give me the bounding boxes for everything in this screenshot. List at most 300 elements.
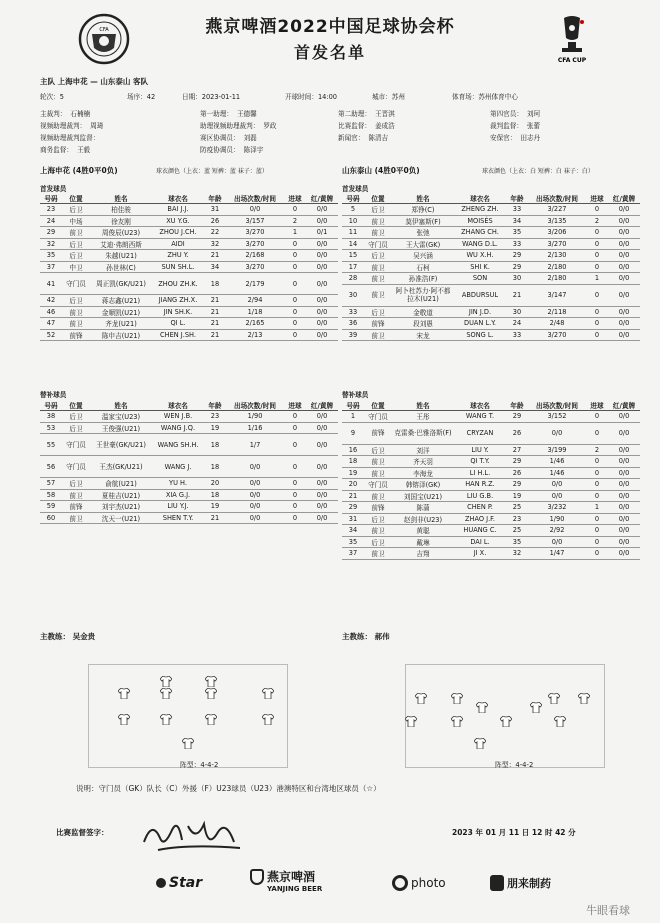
table-cell: 0 bbox=[284, 501, 306, 513]
table-cell: 0 bbox=[586, 318, 608, 330]
table-cell: 5 bbox=[342, 204, 364, 216]
table-cell: 26 bbox=[204, 215, 226, 227]
table-cell: 0 bbox=[586, 467, 608, 479]
table-cell: 前卫 bbox=[62, 489, 90, 501]
table-cell: 中场 bbox=[62, 215, 90, 227]
player-shirt-icon bbox=[205, 676, 217, 687]
table-row bbox=[342, 250, 640, 262]
table-cell: 前卫 bbox=[364, 490, 392, 502]
table-cell: 前卫 bbox=[364, 284, 392, 306]
table-cell: 3/227 bbox=[528, 204, 586, 216]
table-cell: 25 bbox=[506, 502, 528, 514]
table-row bbox=[342, 318, 640, 330]
player-shirt-icon bbox=[548, 693, 560, 704]
column-header: 姓名 bbox=[392, 193, 454, 204]
table-cell: 0 bbox=[586, 411, 608, 423]
table-cell: 中卫 bbox=[62, 261, 90, 273]
table-cell: 前卫 bbox=[364, 548, 392, 560]
table-cell: 前卫 bbox=[364, 525, 392, 537]
yanjing-crest-icon bbox=[250, 869, 264, 885]
table-cell: 53 bbox=[40, 422, 62, 434]
meta-date: 日期：2023-01-11 bbox=[182, 93, 241, 101]
table-cell: 17 bbox=[342, 261, 364, 273]
table-cell: 齐天羽 bbox=[392, 456, 454, 468]
official-entry: 视频助理裁判： 周琦 bbox=[40, 122, 104, 130]
table-cell: 2/165 bbox=[226, 318, 284, 330]
table-cell: 0 bbox=[586, 422, 608, 444]
table-cell: 1 bbox=[586, 273, 608, 285]
meta-city: 城市：苏州 bbox=[372, 93, 405, 101]
table-cell: WANG J.Q. bbox=[152, 422, 204, 434]
table-cell: 0/0 bbox=[306, 306, 338, 318]
table-cell: 0 bbox=[284, 456, 306, 478]
table-cell: 0 bbox=[586, 329, 608, 341]
table-cell: 36 bbox=[342, 318, 364, 330]
table-cell: 克雷桑·巴雅洛斯(F) bbox=[392, 422, 454, 444]
table-row bbox=[342, 261, 640, 273]
star-ball-icon bbox=[156, 878, 166, 888]
official-entry: 主裁判： 石楠楠 bbox=[40, 110, 91, 118]
table-cell: 29 bbox=[40, 227, 62, 239]
table-cell: LIU Y.J. bbox=[152, 501, 204, 513]
table-cell: 0/0 bbox=[306, 318, 338, 330]
away-coach: 主教练： 郝伟 bbox=[342, 632, 390, 641]
table-cell: 0/0 bbox=[608, 479, 640, 491]
column-header: 姓名 bbox=[392, 400, 454, 411]
table-row bbox=[342, 329, 640, 341]
column-header: 红/黄牌 bbox=[608, 400, 640, 411]
table-cell: ABDURSUL bbox=[454, 284, 506, 306]
column-header: 位置 bbox=[364, 193, 392, 204]
table-cell: 0 bbox=[284, 295, 306, 307]
table-cell: 徐友刚 bbox=[90, 215, 152, 227]
table-cell: 0/0 bbox=[528, 422, 586, 444]
table-cell: 56 bbox=[40, 456, 62, 478]
table-cell: 3/270 bbox=[226, 261, 284, 273]
supervisor-signature bbox=[138, 812, 248, 856]
table-header-row bbox=[40, 400, 338, 411]
table-cell: 32 bbox=[506, 548, 528, 560]
table-cell: 25 bbox=[506, 525, 528, 537]
table-cell: 23 bbox=[40, 204, 62, 216]
table-cell: 前卫 bbox=[62, 512, 90, 524]
table-cell: 1/46 bbox=[528, 467, 586, 479]
meta-round: 轮次：5 bbox=[40, 93, 64, 101]
table-cell: 0 bbox=[586, 490, 608, 502]
table-row bbox=[342, 238, 640, 250]
table-cell: 29 bbox=[506, 250, 528, 262]
table-cell: 0/0 bbox=[306, 273, 338, 295]
player-shirt-icon bbox=[118, 688, 130, 699]
table-cell: 阿卜杜苏力·阿不都拉木(U21) bbox=[392, 284, 454, 306]
table-row bbox=[342, 525, 640, 537]
table-cell: JIN SH.K. bbox=[152, 306, 204, 318]
table-cell: 57 bbox=[40, 478, 62, 490]
column-header: 号码 bbox=[342, 193, 364, 204]
table-cell: 1 bbox=[586, 502, 608, 514]
table-cell: 0 bbox=[284, 422, 306, 434]
official-entry: 第二助理： 王晋淇 bbox=[338, 110, 395, 118]
table-cell: 22 bbox=[204, 227, 226, 239]
table-cell: BAI J.J. bbox=[152, 204, 204, 216]
table-cell: 朱越(U21) bbox=[90, 250, 152, 262]
table-cell: ZHU Y. bbox=[152, 250, 204, 262]
table-cell: 前卫 bbox=[364, 456, 392, 468]
table-cell: 0/0 bbox=[608, 467, 640, 479]
player-shirt-icon bbox=[500, 716, 512, 727]
player-shirt-icon bbox=[405, 716, 417, 727]
table-cell: 1 bbox=[284, 227, 306, 239]
cfa-cup-logo-icon bbox=[550, 12, 594, 68]
table-cell: 0/0 bbox=[306, 250, 338, 262]
table-cell: WANG J. bbox=[152, 456, 204, 478]
table-cell: 前锋 bbox=[62, 329, 90, 341]
table-cell: 陈蒲 bbox=[392, 502, 454, 514]
table-row bbox=[342, 422, 640, 444]
table-row bbox=[40, 422, 338, 434]
table-cell: XIA G.J. bbox=[152, 489, 204, 501]
table-cell: 金敬道 bbox=[392, 306, 454, 318]
table-cell: 前锋 bbox=[364, 502, 392, 514]
table-cell: 0 bbox=[284, 489, 306, 501]
table-cell: 0/0 bbox=[608, 306, 640, 318]
table-row bbox=[342, 227, 640, 239]
player-shirt-icon bbox=[476, 702, 488, 713]
table-cell: 0/0 bbox=[306, 478, 338, 490]
table-cell: 18 bbox=[204, 434, 226, 456]
table-cell: 0/0 bbox=[226, 512, 284, 524]
table-cell: 0 bbox=[586, 513, 608, 525]
table-cell: 0/0 bbox=[608, 490, 640, 502]
table-cell: 35 bbox=[40, 250, 62, 262]
table-cell: WANG SH.H. bbox=[152, 434, 204, 456]
table-row bbox=[40, 411, 338, 423]
sponsor-yanjing: 燕京啤酒 YANJING BEER bbox=[250, 868, 322, 898]
table-cell: DUAN L.Y. bbox=[454, 318, 506, 330]
table-cell: SHI K. bbox=[454, 261, 506, 273]
player-shirt-icon bbox=[205, 714, 217, 725]
table-cell: ZHAO J.F. bbox=[454, 513, 506, 525]
column-header: 号码 bbox=[40, 193, 62, 204]
table-cell: 0/0 bbox=[608, 422, 640, 444]
table-cell: 3/206 bbox=[528, 227, 586, 239]
table-cell: SHEN T.Y. bbox=[152, 512, 204, 524]
table-row bbox=[342, 467, 640, 479]
table-cell: 2 bbox=[586, 444, 608, 456]
table-cell: 41 bbox=[40, 273, 62, 295]
table-row bbox=[40, 295, 338, 307]
table-cell: 0/1 bbox=[306, 227, 338, 239]
table-cell: 3/270 bbox=[528, 329, 586, 341]
column-header: 号码 bbox=[40, 400, 62, 411]
column-header: 进球 bbox=[284, 400, 306, 411]
column-header: 球衣名 bbox=[152, 400, 204, 411]
table-row bbox=[342, 411, 640, 423]
table-cell: 吉翔 bbox=[392, 548, 454, 560]
home-subs-table bbox=[40, 400, 338, 524]
table-cell: 0/0 bbox=[608, 536, 640, 548]
table-cell: 前锋 bbox=[364, 318, 392, 330]
table-cell: ZHENG ZH. bbox=[454, 204, 506, 216]
table-cell: JIN J.D. bbox=[454, 306, 506, 318]
table-cell: DAI L. bbox=[454, 536, 506, 548]
table-cell: 28 bbox=[342, 273, 364, 285]
table-cell: 3/157 bbox=[226, 215, 284, 227]
home-starting-label: 首发球员 bbox=[40, 185, 67, 193]
table-cell: 戴琳 bbox=[392, 536, 454, 548]
table-row bbox=[40, 434, 338, 456]
table-cell: 39 bbox=[342, 329, 364, 341]
column-header: 位置 bbox=[364, 400, 392, 411]
table-cell: 34 bbox=[342, 525, 364, 537]
table-cell: 21 bbox=[204, 318, 226, 330]
table-row bbox=[342, 284, 640, 306]
table-cell: 0 bbox=[284, 261, 306, 273]
table-cell: 0/0 bbox=[306, 204, 338, 216]
table-cell: 后卫 bbox=[62, 478, 90, 490]
table-cell: 35 bbox=[342, 536, 364, 548]
table-cell: 郑铮(C) bbox=[392, 204, 454, 216]
table-cell: 王世豪(GK/U21) bbox=[90, 434, 152, 456]
table-cell: 30 bbox=[506, 306, 528, 318]
table-row bbox=[342, 513, 640, 525]
table-cell: 0/0 bbox=[608, 318, 640, 330]
table-cell: CHEN J.SH. bbox=[152, 329, 204, 341]
table-cell: 0/0 bbox=[306, 261, 338, 273]
table-cell: 31 bbox=[342, 513, 364, 525]
table-cell: WANG D.L. bbox=[454, 238, 506, 250]
table-cell: 10 bbox=[342, 215, 364, 227]
meta-stadium: 体育场：苏州体育中心 bbox=[452, 93, 518, 101]
column-header: 出场次数/时间 bbox=[528, 400, 586, 411]
table-cell: 0/0 bbox=[608, 227, 640, 239]
table-cell: 0 bbox=[284, 273, 306, 295]
table-cell: 34 bbox=[204, 261, 226, 273]
table-cell: 0/0 bbox=[306, 295, 338, 307]
column-header: 姓名 bbox=[90, 400, 152, 411]
table-cell: 后卫 bbox=[364, 250, 392, 262]
table-cell: 18 bbox=[204, 456, 226, 478]
sponsor-photo: photo bbox=[392, 868, 446, 898]
table-cell: 夏桂吉(U21) bbox=[90, 489, 152, 501]
table-row bbox=[40, 261, 338, 273]
table-cell: 陈申吉(U21) bbox=[90, 329, 152, 341]
column-header: 年龄 bbox=[506, 400, 528, 411]
player-shirt-icon bbox=[451, 693, 463, 704]
table-cell: 2/94 bbox=[226, 295, 284, 307]
table-cell: 蒋志鑫(U21) bbox=[90, 295, 152, 307]
table-cell: 0/0 bbox=[306, 512, 338, 524]
table-cell: 1/7 bbox=[226, 434, 284, 456]
official-entry: 第四官员： 刘珂 bbox=[490, 110, 541, 118]
table-cell: 0 bbox=[284, 512, 306, 524]
table-cell: 37 bbox=[342, 548, 364, 560]
table-cell: 0 bbox=[284, 250, 306, 262]
table-cell: LIU G.B. bbox=[454, 490, 506, 502]
table-row bbox=[40, 306, 338, 318]
table-row bbox=[342, 215, 640, 227]
table-cell: 0/0 bbox=[226, 501, 284, 513]
player-shirt-icon bbox=[118, 714, 130, 725]
table-cell: 前卫 bbox=[364, 215, 392, 227]
player-shirt-icon bbox=[530, 702, 542, 713]
table-row bbox=[40, 227, 338, 239]
table-row bbox=[40, 238, 338, 250]
table-cell: 王大雷(GK) bbox=[392, 238, 454, 250]
table-cell: 0/0 bbox=[306, 489, 338, 501]
official-entry: 赛区协调员： 刘磊 bbox=[200, 134, 257, 142]
table-cell: 0 bbox=[284, 238, 306, 250]
table-cell: 前锋 bbox=[62, 501, 90, 513]
page-title: 燕京啤酒2022中国足球协会杯 bbox=[205, 17, 455, 37]
official-entry: 防疫协调员： 陈泽宇 bbox=[200, 146, 264, 154]
table-cell: 0/0 bbox=[528, 479, 586, 491]
table-row bbox=[40, 273, 338, 295]
table-row bbox=[342, 502, 640, 514]
table-cell: 20 bbox=[204, 478, 226, 490]
table-cell: 守门员 bbox=[364, 479, 392, 491]
page-subtitle: 首发名单 bbox=[293, 43, 366, 62]
table-cell: 0 bbox=[586, 536, 608, 548]
table-cell: 2/179 bbox=[226, 273, 284, 295]
table-cell: 段刘愚 bbox=[392, 318, 454, 330]
table-cell: YU H. bbox=[152, 478, 204, 490]
table-cell: 0/0 bbox=[608, 204, 640, 216]
table-cell: 0 bbox=[586, 284, 608, 306]
away-starting-table bbox=[342, 193, 640, 341]
table-cell: 守门员 bbox=[62, 273, 90, 295]
table-header-row bbox=[342, 193, 640, 204]
signature-label: 比赛监督签字： bbox=[56, 828, 109, 837]
table-cell: 艾迪·弗朗西斯 bbox=[90, 238, 152, 250]
official-entry: 比赛监督： 姜成浩 bbox=[338, 122, 395, 130]
table-cell: 21 bbox=[342, 490, 364, 502]
table-cell: 吴兴涵 bbox=[392, 250, 454, 262]
table-row bbox=[40, 215, 338, 227]
table-cell: 后卫 bbox=[364, 513, 392, 525]
table-cell: 31 bbox=[204, 204, 226, 216]
table-row bbox=[40, 512, 338, 524]
player-shirt-icon bbox=[205, 688, 217, 699]
table-cell: 19 bbox=[204, 422, 226, 434]
table-cell: 3/152 bbox=[528, 411, 586, 423]
table-cell: 46 bbox=[40, 306, 62, 318]
penglai-logo-icon bbox=[490, 875, 504, 891]
table-cell: 0/0 bbox=[306, 215, 338, 227]
table-cell: 2/130 bbox=[528, 250, 586, 262]
table-cell: 0/0 bbox=[306, 501, 338, 513]
table-cell: 0 bbox=[586, 250, 608, 262]
column-header: 红/黄牌 bbox=[306, 193, 338, 204]
table-header-row bbox=[40, 193, 338, 204]
table-cell: 2/118 bbox=[528, 306, 586, 318]
table-row bbox=[40, 489, 338, 501]
table-cell: 0/0 bbox=[608, 513, 640, 525]
table-cell: 刘宇杰(U21) bbox=[90, 501, 152, 513]
table-cell: 俞航(U21) bbox=[90, 478, 152, 490]
table-row bbox=[342, 548, 640, 560]
table-cell: 42 bbox=[40, 295, 62, 307]
table-cell: 35 bbox=[506, 536, 528, 548]
table-cell: 温家宝(U23) bbox=[90, 411, 152, 423]
column-header: 姓名 bbox=[90, 193, 152, 204]
player-shirt-icon bbox=[578, 693, 590, 704]
table-cell: 0 bbox=[284, 306, 306, 318]
table-cell: 0/0 bbox=[306, 434, 338, 456]
table-cell: 21 bbox=[204, 250, 226, 262]
table-cell: HUANG C. bbox=[454, 525, 506, 537]
table-cell: 柏佳骏 bbox=[90, 204, 152, 216]
column-header: 出场次数/时间 bbox=[226, 400, 284, 411]
table-cell: 0/0 bbox=[226, 489, 284, 501]
sponsor-star: Star bbox=[156, 868, 202, 898]
table-cell: 3/135 bbox=[528, 215, 586, 227]
table-row bbox=[40, 204, 338, 216]
column-header: 年龄 bbox=[506, 193, 528, 204]
table-cell: 0/0 bbox=[608, 250, 640, 262]
table-cell: 0/0 bbox=[608, 525, 640, 537]
column-header: 号码 bbox=[342, 400, 364, 411]
home-team-name: 上海申花 (4胜0平0负) bbox=[40, 166, 118, 175]
table-cell: 前卫 bbox=[364, 273, 392, 285]
table-cell: 周正凯(GK/U21) bbox=[90, 273, 152, 295]
table-row bbox=[40, 456, 338, 478]
column-header: 球衣名 bbox=[152, 193, 204, 204]
table-cell: ZHOU J.CH. bbox=[152, 227, 204, 239]
home-coach: 主教练： 吴金贵 bbox=[40, 632, 96, 641]
table-cell: 0/0 bbox=[608, 456, 640, 468]
official-entry: 新闻官： 陈清吉 bbox=[338, 134, 389, 142]
table-cell: 后卫 bbox=[62, 238, 90, 250]
away-kit-colors: 球衣颜色（上衣：白 短裤：白 袜子：白） bbox=[482, 168, 594, 175]
table-cell: 0/0 bbox=[226, 204, 284, 216]
table-cell: 0/0 bbox=[226, 478, 284, 490]
table-cell: 前卫 bbox=[364, 261, 392, 273]
player-shirt-icon bbox=[160, 676, 172, 687]
table-cell: 19 bbox=[342, 467, 364, 479]
table-cell: 0/0 bbox=[608, 411, 640, 423]
table-cell: SONG L. bbox=[454, 329, 506, 341]
table-cell: 0 bbox=[284, 318, 306, 330]
table-cell: 0/0 bbox=[608, 273, 640, 285]
table-cell: 21 bbox=[204, 329, 226, 341]
column-header: 红/黄牌 bbox=[608, 193, 640, 204]
table-cell: 2/180 bbox=[528, 273, 586, 285]
table-cell: 0/0 bbox=[608, 261, 640, 273]
table-cell: 0/0 bbox=[608, 284, 640, 306]
table-cell: 王杰(GK/U21) bbox=[90, 456, 152, 478]
table-cell: 0/0 bbox=[528, 536, 586, 548]
table-cell: 守门员 bbox=[364, 411, 392, 423]
table-cell: 0 bbox=[284, 478, 306, 490]
table-cell: 后卫 bbox=[364, 536, 392, 548]
table-cell: 19 bbox=[506, 490, 528, 502]
table-cell: 1/90 bbox=[226, 411, 284, 423]
table-cell: 0 bbox=[586, 227, 608, 239]
table-cell: HAN R.Z. bbox=[454, 479, 506, 491]
table-cell: 0 bbox=[586, 479, 608, 491]
table-cell: 1/47 bbox=[528, 548, 586, 560]
cfa-cup-text: CFA CUP bbox=[557, 57, 587, 64]
table-cell: LI H.L. bbox=[454, 467, 506, 479]
column-header: 进球 bbox=[586, 400, 608, 411]
table-cell: 18 bbox=[204, 489, 226, 501]
table-cell: 后卫 bbox=[62, 411, 90, 423]
column-header: 位置 bbox=[62, 400, 90, 411]
table-row bbox=[40, 478, 338, 490]
table-cell: 2/180 bbox=[528, 261, 586, 273]
table-cell: WU X.H. bbox=[454, 250, 506, 262]
